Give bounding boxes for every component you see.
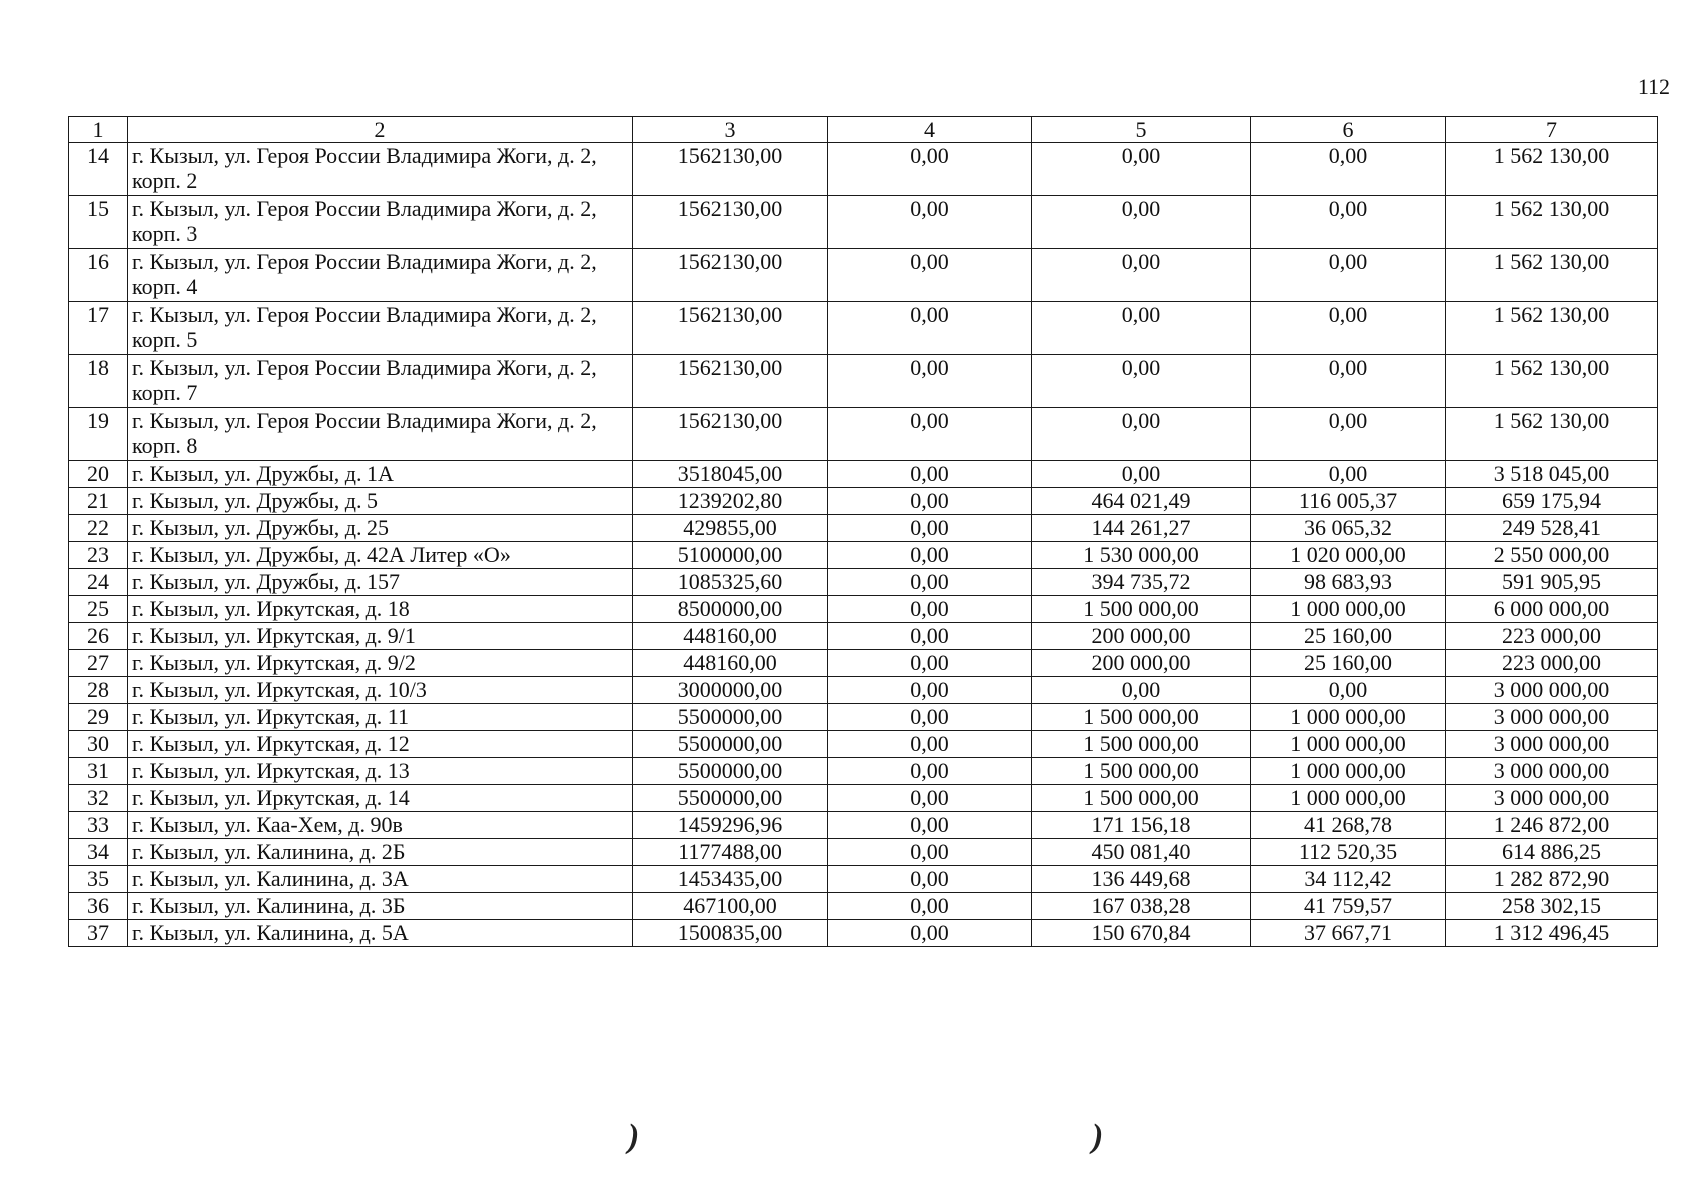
address-cell: г. Кызыл, ул. Калинина, д. 5А bbox=[128, 920, 633, 947]
amount-col5-cell: 1 500 000,00 bbox=[1032, 785, 1251, 812]
amount-col3-cell: 5500000,00 bbox=[633, 704, 828, 731]
amount-col4-cell: 0,00 bbox=[828, 143, 1032, 196]
row-index-cell: 20 bbox=[69, 461, 128, 488]
amount-col5-cell: 1 530 000,00 bbox=[1032, 542, 1251, 569]
address-cell: г. Кызыл, ул. Калинина, д. 3А bbox=[128, 866, 633, 893]
column-number: 7 bbox=[1446, 117, 1658, 143]
amount-col5-cell: 0,00 bbox=[1032, 143, 1251, 196]
column-number: 5 bbox=[1032, 117, 1251, 143]
table-row bbox=[69, 542, 1658, 569]
amount-col4-cell: 0,00 bbox=[828, 488, 1032, 515]
amount-col4-cell: 0,00 bbox=[828, 461, 1032, 488]
table-row bbox=[69, 302, 1658, 355]
amount-col3-cell: 5100000,00 bbox=[633, 542, 828, 569]
amount-col4-cell: 0,00 bbox=[828, 249, 1032, 302]
table-row bbox=[69, 731, 1658, 758]
amount-col3-cell: 1453435,00 bbox=[633, 866, 828, 893]
amount-col3-cell: 1562130,00 bbox=[633, 302, 828, 355]
table-row bbox=[69, 408, 1658, 461]
table-row bbox=[69, 355, 1658, 408]
amount-col6-cell: 41 268,78 bbox=[1251, 812, 1446, 839]
table-row bbox=[69, 812, 1658, 839]
amount-col3-cell: 1500835,00 bbox=[633, 920, 828, 947]
address-cell: г. Кызыл, ул. Героя России Владимира Жоги, д. 2, корп. 8 bbox=[128, 408, 633, 461]
address-cell: г. Кызыл, ул. Дружбы, д. 42А Литер «О» bbox=[128, 542, 633, 569]
row-index-cell: 37 bbox=[69, 920, 128, 947]
row-index-cell: 27 bbox=[69, 650, 128, 677]
table-body bbox=[69, 117, 1658, 947]
amount-col5-cell: 150 670,84 bbox=[1032, 920, 1251, 947]
address-cell: г. Кызыл, ул. Иркутская, д. 12 bbox=[128, 731, 633, 758]
amount-col6-cell: 41 759,57 bbox=[1251, 893, 1446, 920]
row-index-cell: 19 bbox=[69, 408, 128, 461]
address-cell: г. Кызыл, ул. Дружбы, д. 157 bbox=[128, 569, 633, 596]
address-cell: г. Кызыл, ул. Иркутская, д. 9/2 bbox=[128, 650, 633, 677]
amount-col7-cell: 1 562 130,00 bbox=[1446, 355, 1658, 408]
row-index-cell: 36 bbox=[69, 893, 128, 920]
table-row bbox=[69, 893, 1658, 920]
amount-col7-cell: 3 000 000,00 bbox=[1446, 785, 1658, 812]
amount-col3-cell: 3000000,00 bbox=[633, 677, 828, 704]
table-row bbox=[69, 196, 1658, 249]
row-index-cell: 23 bbox=[69, 542, 128, 569]
amount-col7-cell: 223 000,00 bbox=[1446, 650, 1658, 677]
row-index-cell: 24 bbox=[69, 569, 128, 596]
amount-col6-cell: 34 112,42 bbox=[1251, 866, 1446, 893]
amount-col6-cell: 116 005,37 bbox=[1251, 488, 1446, 515]
row-index-cell: 30 bbox=[69, 731, 128, 758]
amount-col3-cell: 448160,00 bbox=[633, 650, 828, 677]
amount-col3-cell: 1177488,00 bbox=[633, 839, 828, 866]
amount-col4-cell: 0,00 bbox=[828, 866, 1032, 893]
amount-col4-cell: 0,00 bbox=[828, 596, 1032, 623]
address-cell: г. Кызыл, ул. Иркутская, д. 11 bbox=[128, 704, 633, 731]
amount-col7-cell: 659 175,94 bbox=[1446, 488, 1658, 515]
amount-col7-cell: 2 550 000,00 bbox=[1446, 542, 1658, 569]
table-row bbox=[69, 569, 1658, 596]
amount-col5-cell: 394 735,72 bbox=[1032, 569, 1251, 596]
amount-col7-cell: 249 528,41 bbox=[1446, 515, 1658, 542]
amount-col4-cell: 0,00 bbox=[828, 731, 1032, 758]
table-row bbox=[69, 704, 1658, 731]
table-row bbox=[69, 623, 1658, 650]
amount-col7-cell: 258 302,15 bbox=[1446, 893, 1658, 920]
column-number: 1 bbox=[69, 117, 128, 143]
row-index-cell: 16 bbox=[69, 249, 128, 302]
amount-col7-cell: 1 312 496,45 bbox=[1446, 920, 1658, 947]
address-cell: г. Кызыл, ул. Героя России Владимира Жоги, д. 2, корп. 7 bbox=[128, 355, 633, 408]
row-index-cell: 18 bbox=[69, 355, 128, 408]
amount-col7-cell: 614 886,25 bbox=[1446, 839, 1658, 866]
amount-col7-cell: 3 000 000,00 bbox=[1446, 704, 1658, 731]
amount-col6-cell: 0,00 bbox=[1251, 461, 1446, 488]
amount-col6-cell: 1 000 000,00 bbox=[1251, 758, 1446, 785]
amount-col5-cell: 1 500 000,00 bbox=[1032, 731, 1251, 758]
amount-col6-cell: 0,00 bbox=[1251, 355, 1446, 408]
amount-col7-cell: 223 000,00 bbox=[1446, 623, 1658, 650]
row-index-cell: 29 bbox=[69, 704, 128, 731]
amount-col7-cell: 1 562 130,00 bbox=[1446, 143, 1658, 196]
amount-col4-cell: 0,00 bbox=[828, 196, 1032, 249]
row-index-cell: 15 bbox=[69, 196, 128, 249]
amount-col3-cell: 1085325,60 bbox=[633, 569, 828, 596]
amount-col3-cell: 8500000,00 bbox=[633, 596, 828, 623]
amount-col7-cell: 1 562 130,00 bbox=[1446, 249, 1658, 302]
address-cell: г. Кызыл, ул. Иркутская, д. 9/1 bbox=[128, 623, 633, 650]
amount-col4-cell: 0,00 bbox=[828, 650, 1032, 677]
address-cell: г. Кызыл, ул. Каа-Хем, д. 90в bbox=[128, 812, 633, 839]
row-index-cell: 35 bbox=[69, 866, 128, 893]
table-row bbox=[69, 596, 1658, 623]
column-number: 4 bbox=[828, 117, 1032, 143]
amount-col7-cell: 1 562 130,00 bbox=[1446, 302, 1658, 355]
amount-col4-cell: 0,00 bbox=[828, 542, 1032, 569]
amount-col6-cell: 0,00 bbox=[1251, 196, 1446, 249]
amount-col6-cell: 98 683,93 bbox=[1251, 569, 1446, 596]
amount-col5-cell: 0,00 bbox=[1032, 196, 1251, 249]
amount-col5-cell: 1 500 000,00 bbox=[1032, 596, 1251, 623]
table-row bbox=[69, 143, 1658, 196]
column-number: 2 bbox=[128, 117, 633, 143]
amount-col5-cell: 167 038,28 bbox=[1032, 893, 1251, 920]
amount-col5-cell: 0,00 bbox=[1032, 461, 1251, 488]
table-row bbox=[69, 839, 1658, 866]
amount-col3-cell: 1239202,80 bbox=[633, 488, 828, 515]
column-number-row bbox=[69, 117, 1658, 143]
amount-col5-cell: 0,00 bbox=[1032, 249, 1251, 302]
amount-col4-cell: 0,00 bbox=[828, 515, 1032, 542]
amount-col4-cell: 0,00 bbox=[828, 677, 1032, 704]
page-number: 112 bbox=[1637, 74, 1670, 99]
amount-col5-cell: 0,00 bbox=[1032, 677, 1251, 704]
amount-col6-cell: 1 000 000,00 bbox=[1251, 785, 1446, 812]
amount-col6-cell: 25 160,00 bbox=[1251, 623, 1446, 650]
amount-col6-cell: 0,00 bbox=[1251, 143, 1446, 196]
table-row bbox=[69, 677, 1658, 704]
amount-col3-cell: 467100,00 bbox=[633, 893, 828, 920]
amount-col7-cell: 591 905,95 bbox=[1446, 569, 1658, 596]
amount-col4-cell: 0,00 bbox=[828, 758, 1032, 785]
address-cell: г. Кызыл, ул. Калинина, д. 2Б bbox=[128, 839, 633, 866]
amount-col6-cell: 1 000 000,00 bbox=[1251, 704, 1446, 731]
column-number: 3 bbox=[633, 117, 828, 143]
table-row bbox=[69, 785, 1658, 812]
amount-col6-cell: 37 667,71 bbox=[1251, 920, 1446, 947]
amount-col6-cell: 0,00 bbox=[1251, 677, 1446, 704]
amount-col3-cell: 1562130,00 bbox=[633, 408, 828, 461]
amount-col5-cell: 200 000,00 bbox=[1032, 650, 1251, 677]
amount-col4-cell: 0,00 bbox=[828, 920, 1032, 947]
table-row bbox=[69, 650, 1658, 677]
amount-col6-cell: 1 020 000,00 bbox=[1251, 542, 1446, 569]
address-cell: г. Кызыл, ул. Героя России Владимира Жоги, д. 2, корп. 4 bbox=[128, 249, 633, 302]
row-index-cell: 33 bbox=[69, 812, 128, 839]
address-cell: г. Кызыл, ул. Героя России Владимира Жоги, д. 2, корп. 5 bbox=[128, 302, 633, 355]
amount-col5-cell: 0,00 bbox=[1032, 302, 1251, 355]
amount-col3-cell: 1562130,00 bbox=[633, 143, 828, 196]
amount-col3-cell: 5500000,00 bbox=[633, 758, 828, 785]
row-index-cell: 25 bbox=[69, 596, 128, 623]
address-cell: г. Кызыл, ул. Иркутская, д. 14 bbox=[128, 785, 633, 812]
amount-col7-cell: 1 246 872,00 bbox=[1446, 812, 1658, 839]
row-index-cell: 22 bbox=[69, 515, 128, 542]
address-cell: г. Кызыл, ул. Иркутская, д. 13 bbox=[128, 758, 633, 785]
amount-col5-cell: 1 500 000,00 bbox=[1032, 704, 1251, 731]
address-cell: г. Кызыл, ул. Иркутская, д. 18 bbox=[128, 596, 633, 623]
row-index-cell: 32 bbox=[69, 785, 128, 812]
row-index-cell: 17 bbox=[69, 302, 128, 355]
amount-col3-cell: 3518045,00 bbox=[633, 461, 828, 488]
row-index-cell: 34 bbox=[69, 839, 128, 866]
row-index-cell: 28 bbox=[69, 677, 128, 704]
address-cell: г. Кызыл, ул. Калинина, д. 3Б bbox=[128, 893, 633, 920]
amount-col7-cell: 1 562 130,00 bbox=[1446, 408, 1658, 461]
row-index-cell: 31 bbox=[69, 758, 128, 785]
amount-col3-cell: 1562130,00 bbox=[633, 355, 828, 408]
amount-col7-cell: 1 282 872,90 bbox=[1446, 866, 1658, 893]
amount-col5-cell: 0,00 bbox=[1032, 355, 1251, 408]
amount-col5-cell: 136 449,68 bbox=[1032, 866, 1251, 893]
amount-col4-cell: 0,00 bbox=[828, 893, 1032, 920]
amount-col5-cell: 200 000,00 bbox=[1032, 623, 1251, 650]
address-cell: г. Кызыл, ул. Дружбы, д. 5 bbox=[128, 488, 633, 515]
amount-col4-cell: 0,00 bbox=[828, 355, 1032, 408]
amount-col6-cell: 0,00 bbox=[1251, 408, 1446, 461]
amount-col4-cell: 0,00 bbox=[828, 704, 1032, 731]
table-row bbox=[69, 488, 1658, 515]
amount-col7-cell: 3 000 000,00 bbox=[1446, 677, 1658, 704]
address-cell: г. Кызыл, ул. Дружбы, д. 25 bbox=[128, 515, 633, 542]
amount-col7-cell: 1 562 130,00 bbox=[1446, 196, 1658, 249]
amount-col6-cell: 1 000 000,00 bbox=[1251, 596, 1446, 623]
amount-col5-cell: 0,00 bbox=[1032, 408, 1251, 461]
amount-col7-cell: 3 518 045,00 bbox=[1446, 461, 1658, 488]
table-row bbox=[69, 461, 1658, 488]
amount-col7-cell: 3 000 000,00 bbox=[1446, 731, 1658, 758]
amount-col5-cell: 464 021,49 bbox=[1032, 488, 1251, 515]
table-row bbox=[69, 920, 1658, 947]
amount-col3-cell: 5500000,00 bbox=[633, 785, 828, 812]
amount-col5-cell: 144 261,27 bbox=[1032, 515, 1251, 542]
table-row bbox=[69, 866, 1658, 893]
footer-mark-left: ) bbox=[628, 1118, 640, 1155]
amount-col7-cell: 6 000 000,00 bbox=[1446, 596, 1658, 623]
address-cell: г. Кызыл, ул. Героя России Владимира Жоги, д. 2, корп. 2 bbox=[128, 143, 633, 196]
amount-col6-cell: 0,00 bbox=[1251, 302, 1446, 355]
amount-col3-cell: 1562130,00 bbox=[633, 249, 828, 302]
amount-col6-cell: 36 065,32 bbox=[1251, 515, 1446, 542]
amount-col4-cell: 0,00 bbox=[828, 302, 1032, 355]
amount-col6-cell: 112 520,35 bbox=[1251, 839, 1446, 866]
address-cell: г. Кызыл, ул. Иркутская, д. 10/3 bbox=[128, 677, 633, 704]
amount-col3-cell: 1459296,96 bbox=[633, 812, 828, 839]
amount-col4-cell: 0,00 bbox=[828, 569, 1032, 596]
amount-col5-cell: 1 500 000,00 bbox=[1032, 758, 1251, 785]
row-index-cell: 14 bbox=[69, 143, 128, 196]
table-row bbox=[69, 249, 1658, 302]
amount-col7-cell: 3 000 000,00 bbox=[1446, 758, 1658, 785]
column-number: 6 bbox=[1251, 117, 1446, 143]
amount-col4-cell: 0,00 bbox=[828, 408, 1032, 461]
table-row bbox=[69, 758, 1658, 785]
amount-col4-cell: 0,00 bbox=[828, 839, 1032, 866]
amount-col3-cell: 429855,00 bbox=[633, 515, 828, 542]
table-row bbox=[69, 515, 1658, 542]
data-table bbox=[68, 116, 1658, 947]
address-cell: г. Кызыл, ул. Дружбы, д. 1А bbox=[128, 461, 633, 488]
amount-col6-cell: 25 160,00 bbox=[1251, 650, 1446, 677]
amount-col3-cell: 5500000,00 bbox=[633, 731, 828, 758]
address-cell: г. Кызыл, ул. Героя России Владимира Жоги, д. 2, корп. 3 bbox=[128, 196, 633, 249]
amount-col5-cell: 171 156,18 bbox=[1032, 812, 1251, 839]
amount-col5-cell: 450 081,40 bbox=[1032, 839, 1251, 866]
amount-col3-cell: 1562130,00 bbox=[633, 196, 828, 249]
amount-col4-cell: 0,00 bbox=[828, 785, 1032, 812]
amount-col3-cell: 448160,00 bbox=[633, 623, 828, 650]
amount-col6-cell: 0,00 bbox=[1251, 249, 1446, 302]
amount-col4-cell: 0,00 bbox=[828, 623, 1032, 650]
amount-col6-cell: 1 000 000,00 bbox=[1251, 731, 1446, 758]
row-index-cell: 26 bbox=[69, 623, 128, 650]
row-index-cell: 21 bbox=[69, 488, 128, 515]
footer-mark-right: ) bbox=[1092, 1118, 1104, 1155]
amount-col4-cell: 0,00 bbox=[828, 812, 1032, 839]
